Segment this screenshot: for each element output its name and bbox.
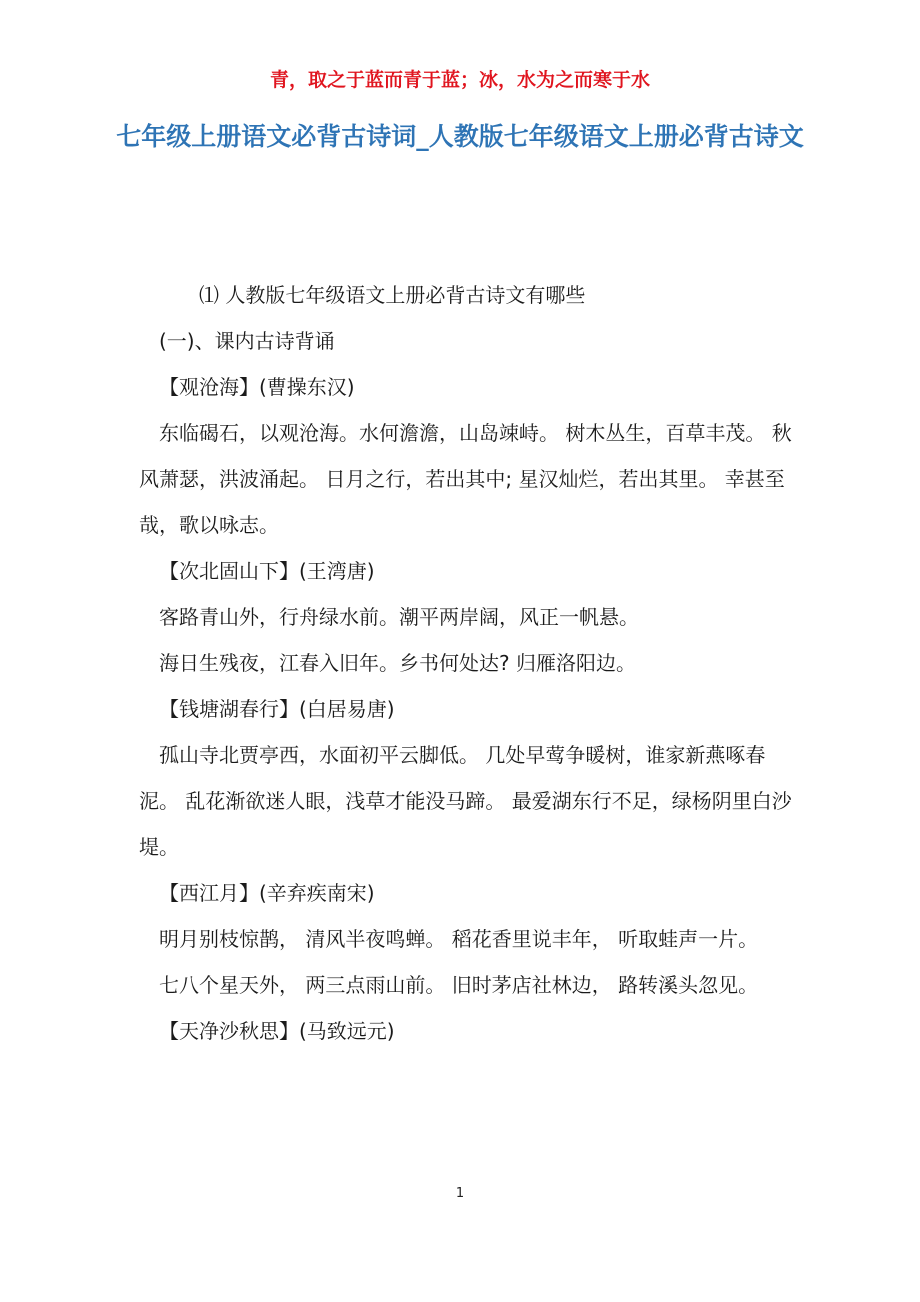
poem-text: 客路青山外，行舟绿水前。潮平两岸阔，风正一帆悬。 xyxy=(159,605,639,629)
subsection-heading: (一)、课内古诗背诵 xyxy=(159,329,335,353)
poem-text: 东临碣石，以观沧海。水何澹澹，山岛竦峙。 树木丛生，百草丰茂。 秋风萧瑟，洪波涌起。 日月之行，若出其中; 星汉灿烂，若出其里。 幸甚至哉，歌以咏志。 xyxy=(139,421,792,537)
poem-title: 【钱塘湖春行】(白居易唐) xyxy=(159,697,395,721)
poem-text: 七八个星天外， 两三点雨山前。 旧时茅店社林边， 路转溪头忽见。 xyxy=(159,973,759,997)
poem-title: 【次北固山下】(王湾唐) xyxy=(159,559,375,583)
header-motto: 青，取之于蓝而青于蓝；冰，水为之而寒于水 xyxy=(269,69,650,91)
poem-title: 【天净沙秋思】(马致远元) xyxy=(159,1019,395,1043)
page-number: 1 xyxy=(455,1186,465,1201)
poem-text: 孤山寺北贾亭西，水面初平云脚低。 几处早莺争暖树，谁家新燕啄春泥。 乱花渐欲迷人眼，浅草才能没马蹄。 最爱湖东行不足，绿杨阴里白沙堤。 xyxy=(139,743,792,859)
section-heading: ⑴ 人教版七年级语文上册必背古诗文有哪些 xyxy=(199,283,586,307)
poem-text: 海日生残夜，江春入旧年。乡书何处达? 归雁洛阳边。 xyxy=(159,651,636,675)
poem-text: 明月别枝惊鹊， 清风半夜鸣蝉。 稻花香里说丰年， 听取蛙声一片。 xyxy=(159,927,759,951)
document-title: 七年级上册语文必背古诗词_人教版七年级语文上册必背古诗文 xyxy=(116,122,804,151)
poem-title: 【西江月】(辛弃疾南宋) xyxy=(159,881,375,905)
poem-title: 【观沧海】(曹操东汉) xyxy=(159,375,355,399)
document-body xyxy=(139,272,799,1054)
